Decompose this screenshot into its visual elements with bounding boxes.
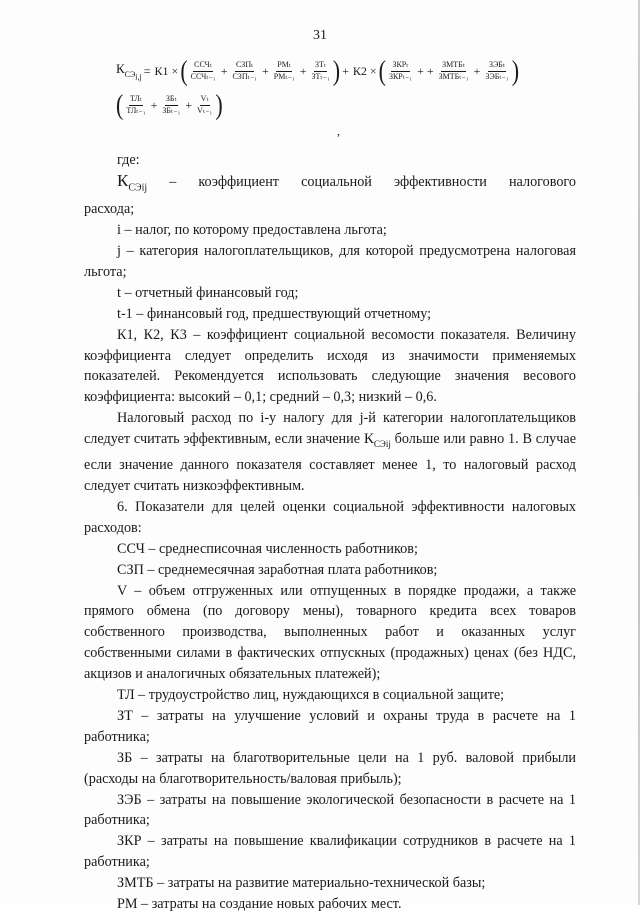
zt-definition: ЗТ – затраты на улучшение условий и охраны труда в расчете на 1 работника;	[84, 707, 576, 745]
fraction-szp: $\frac{\text{СЗПₜ}}{\text{СЗПₜ₋₁}}$	[232, 60, 257, 81]
formula-k2: К2 ×	[352, 63, 377, 78]
kse-word: социальной	[301, 173, 372, 190]
zmtb-definition: ЗМТБ – затраты на развитие материально-технической базы;	[117, 875, 486, 892]
j-definition: j – категория налогоплательщиков, для которой предусмотрена налоговая льгота;	[84, 243, 576, 280]
formula-plus: +	[299, 63, 307, 78]
formula-close-paren: )	[332, 54, 341, 87]
where-label: где:	[117, 152, 140, 168]
fraction-zkr: $\frac{\text{ЗКРₜ}}{\text{ЗКРₜ₋₁}}$	[388, 60, 413, 81]
t-definition: t – отчетный финансовый год;	[117, 284, 299, 301]
efficiency-formula	[116, 54, 586, 138]
i-definition: i – налог, по которому предоставлена льгота;	[117, 222, 387, 239]
v-definition: V – объем отгруженных или отпущенных в порядке продажи, а также прямого обмена (по договору мены), товарного кредита всех товаров собственного производства, выполненных работ и оказанных услуг собственными силами в фактических отпускных (продажных) ценах (без НДС, акцизов и аналогичных обязательных платежей);	[84, 582, 576, 683]
kse-symbol: $К_{СЭij}$	[117, 170, 148, 194]
szp-definition: СЗП – среднемесячная заработная плата работников;	[117, 561, 438, 578]
fraction-zmtb: $\frac{\text{ЗМТБₜ}}{\text{ЗМТБₜ₋₁}}$	[438, 60, 469, 81]
formula-plus: +	[473, 63, 481, 78]
formula-lhs: $К_{СЭ_{i,j}}$	[116, 60, 142, 82]
kse-dash: –	[169, 173, 177, 190]
zb-definition: ЗБ – затраты на благотворительные цели на 1 руб. валовой прибыли (расходы на благотворительность/валовая прибыль);	[84, 749, 576, 787]
rm-definition: РМ – затраты на создание новых рабочих мест.	[117, 896, 402, 913]
kse-word: коэффициент	[198, 173, 280, 190]
formula-plus-plus: + +	[417, 63, 434, 78]
kse-definition-continuation: расхода;	[84, 201, 135, 218]
k-coefficients-paragraph: К1, К2, К3 – коэффициент социальной весомости показателя. Величину коэффициента следует определить исходя из значимости применяемых показателей. Рекомендуется использовать следующие значения весового коэффициента: высокий – 0,1; средний – 0,3; низкий – 0,6.	[84, 326, 576, 406]
formula-line-2	[116, 88, 223, 121]
kse-definition-line	[84, 171, 576, 199]
fraction-v: $\frac{\text{Vₜ}}{\text{Vₜ₋₁}}$	[197, 94, 213, 115]
formula-k1: К1 ×	[154, 63, 179, 78]
fraction-zeb: $\frac{\text{ЗЭБₜ}}{\text{ЗЭБₜ₋₁}}$	[485, 60, 509, 81]
zeb-definition: ЗЭБ – затраты на повышение экологической безопасности в расчете на 1 работника;	[84, 791, 576, 829]
formula-equals: =	[143, 63, 151, 78]
formula-open-paren: (	[378, 54, 386, 87]
kse-word: эффективности	[393, 173, 487, 190]
formula-plus: +	[220, 63, 228, 78]
tax-expense-efficiency-paragraph: Налоговый расход по i-у налогу для j-й категории налогоплательщиков следует считать эффективным, если значение $К_{СЭij}$ больше или равно 1. В случае если значение данного показателя составляет менее 1, то налоговый расход следует считать низкоэффективным.	[84, 410, 577, 494]
fraction-ssch: $\frac{\text{ССЧₜ}}{\text{ССЧₜ₋₁}}$	[190, 60, 216, 81]
kse-symbol-inline: $К_{СЭij}$	[363, 431, 391, 450]
kse-word: налогового	[508, 173, 576, 190]
formula-open-paren: (	[116, 88, 124, 121]
formula-plus: +	[150, 97, 158, 112]
formula-open-paren: (	[180, 54, 188, 87]
tl-definition: ТЛ – трудоустройство лиц, нуждающихся в социальной защите;	[117, 687, 505, 704]
formula-plus: +	[261, 63, 269, 78]
page-number: 31	[313, 28, 327, 43]
zkr-definition: ЗКР – затраты на повышение квалификации сотрудников в расчете на 1 работника;	[84, 833, 576, 871]
formula-line-1	[116, 54, 520, 87]
formula-close-paren: )	[511, 54, 520, 87]
formula-comma: ,	[337, 124, 340, 138]
formula-close-paren: )	[215, 88, 223, 121]
fraction-tl: $\frac{\text{ТЛₜ}}{\text{ТЛₜ₋₁}}$	[126, 94, 146, 115]
t1-definition: t-1 – финансовый год, предшествующий отчетному;	[117, 305, 432, 322]
ssch-definition: ССЧ – среднесписочная численность работников;	[117, 540, 418, 557]
formula-plus: +	[342, 63, 349, 78]
document-body	[84, 150, 576, 915]
indicators-heading: 6. Показатели для целей оценки социальной эффективности налоговых расходов:	[84, 498, 576, 536]
fraction-rm: $\frac{\text{РМₜ}}{\text{РМₜ₋₁}}$	[273, 60, 295, 81]
formula-plus: +	[185, 97, 193, 112]
fraction-zt: $\frac{\text{ЗТₜ}}{\text{ЗТₜ₋₁}}$	[311, 60, 330, 81]
fraction-zb: $\frac{\text{ЗБₜ}}{\text{ЗБₜ₋₁}}$	[162, 94, 181, 115]
